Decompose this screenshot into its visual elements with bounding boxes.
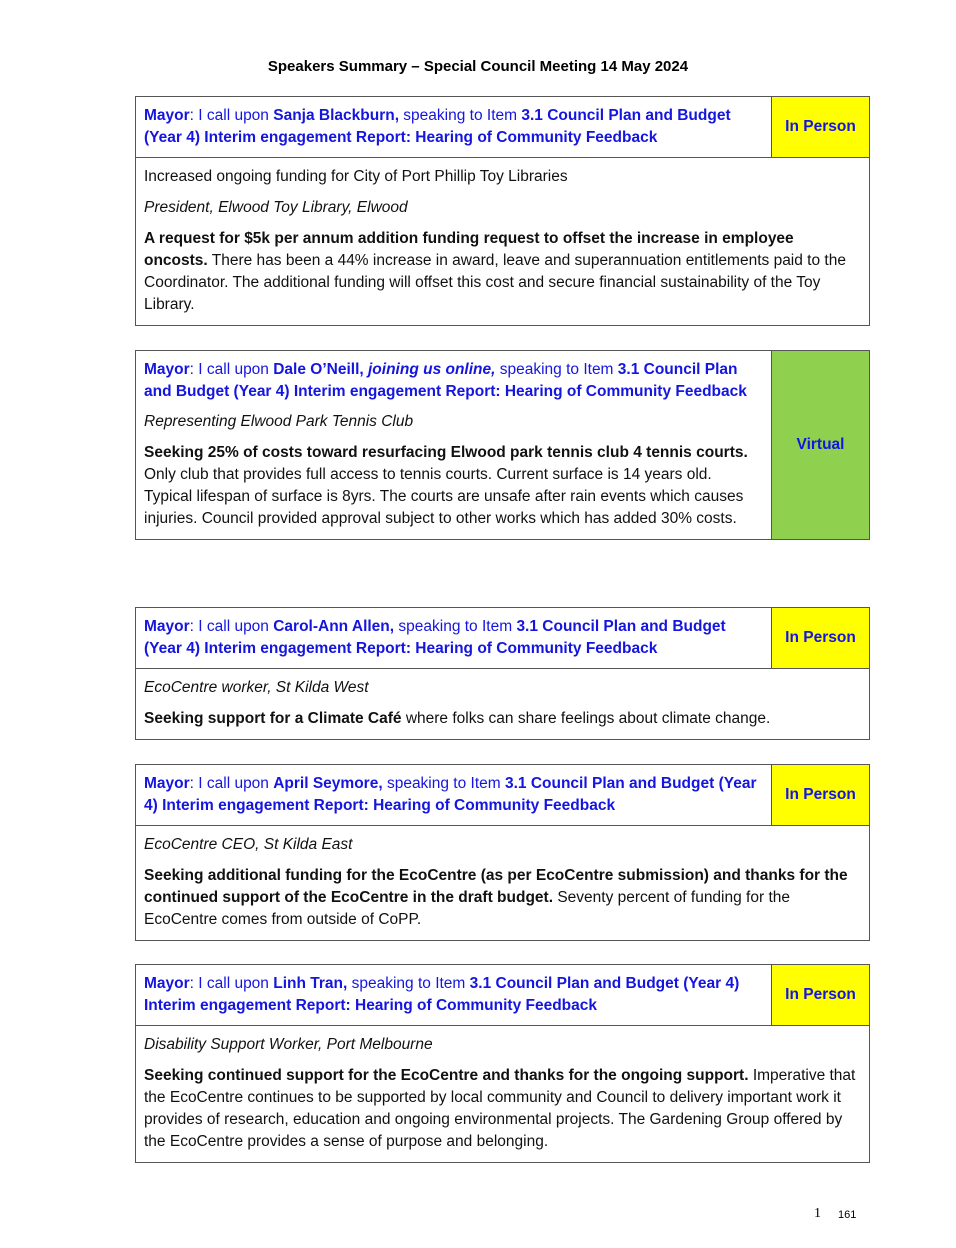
speaker-request: Seeking support for a Climate Café where folks can share feelings about climate change. xyxy=(144,710,771,727)
speaker-intro: Mayor: I call upon Linh Tran, speaking to Item 3.1 Council Plan and Budget (Year 4) Interim engagement Report: Hearing of Community Feedback xyxy=(144,975,740,1014)
speaker-role: EcoCentre worker, St Kilda West xyxy=(144,679,369,696)
speaker-card-5 xyxy=(135,964,870,1163)
speaker-role: Representing Elwood Park Tennis Club xyxy=(144,413,414,430)
speaker-request: Seeking 25% of costs toward resurfacing Elwood park tennis club 4 tennis courts. Only club that provides full access to tennis courts. Current surface is 14 years old. Typical lifespan of surface is 8yrs. The courts are unsafe after rain events which causes injuries. Council provided approval subject to other works which has added 30% costs. xyxy=(144,444,748,527)
speaker-name: April Seymore, xyxy=(273,775,383,792)
speaker-name: Linh Tran, xyxy=(273,975,348,992)
speaker-role: EcoCentre CEO, St Kilda East xyxy=(144,836,353,853)
speaker-name: Carol-Ann Allen, xyxy=(273,618,395,635)
speaker-intro: Mayor: I call upon April Seymore, speaking to Item 3.1 Council Plan and Budget (Year 4) Interim engagement Report: Hearing of Community Feedback xyxy=(144,775,757,814)
attendance-badge: In Person xyxy=(771,608,869,668)
speaker-name: Sanja Blackburn, xyxy=(273,107,399,124)
speaker-intro: Mayor: I call upon Dale O’Neill, joining us online, speaking to Item 3.1 Council Plan and Budget (Year 4) Interim engagement Report: Hearing of Community Feedback xyxy=(144,361,747,400)
speaker-name: Dale O’Neill, xyxy=(273,361,364,378)
speaker-role: Disability Support Worker, Port Melbourne xyxy=(144,1036,433,1053)
speaker-intro: Mayor: I call upon Carol-Ann Allen, speaking to Item 3.1 Council Plan and Budget (Year 4) Interim engagement Report: Hearing of Community Feedback xyxy=(144,618,726,657)
speaker-intro: Mayor: I call upon Sanja Blackburn, speaking to Item 3.1 Council Plan and Budget (Year 4) Interim engagement Report: Hearing of Community Feedback xyxy=(144,107,731,146)
speaker-request: Seeking continued support for the EcoCentre and thanks for the ongoing support. Imperative that the EcoCentre continues to be supported by local community and Council to delivery important work it provides of research, education and ongoing environmental projects. The Gardening Group offered by the EcoCentre provides a sense of purpose and belonging. xyxy=(144,1067,856,1150)
speaker-card-1 xyxy=(135,96,870,326)
speaker-request: Seeking additional funding for the EcoCentre (as per EcoCentre submission) and thanks for the continued support of the EcoCentre in the draft budget. Seventy percent of funding for the EcoCentre comes from outside of CoPP. xyxy=(144,867,848,928)
attendance-badge: In Person xyxy=(771,965,869,1025)
speaker-card-3 xyxy=(135,607,870,740)
speaker-topic: Increased ongoing funding for City of Port Phillip Toy Libraries xyxy=(144,168,568,185)
speaker-request: A request for $5k per annum addition funding request to offset the increase in employee oncosts. There has been a 44% increase in award, leave and superannuation entitlements paid to the Coordinator. The additional funding will offset this cost and secure financial sustainability of the Toy Library. xyxy=(144,230,846,313)
page-title: Speakers Summary – Special Council Meeting 14 May 2024 xyxy=(267,58,689,75)
page-number: 1 xyxy=(814,1206,821,1221)
attendance-badge: In Person xyxy=(771,97,869,157)
page-reference: 161 xyxy=(838,1209,857,1221)
speaker-role: President, Elwood Toy Library, Elwood xyxy=(144,199,408,216)
attendance-badge: In Person xyxy=(771,765,869,825)
speaker-card-4 xyxy=(135,764,870,941)
speaker-card-2 xyxy=(135,350,870,540)
online-note: joining us online, xyxy=(368,361,496,378)
attendance-badge: Virtual xyxy=(771,351,869,539)
